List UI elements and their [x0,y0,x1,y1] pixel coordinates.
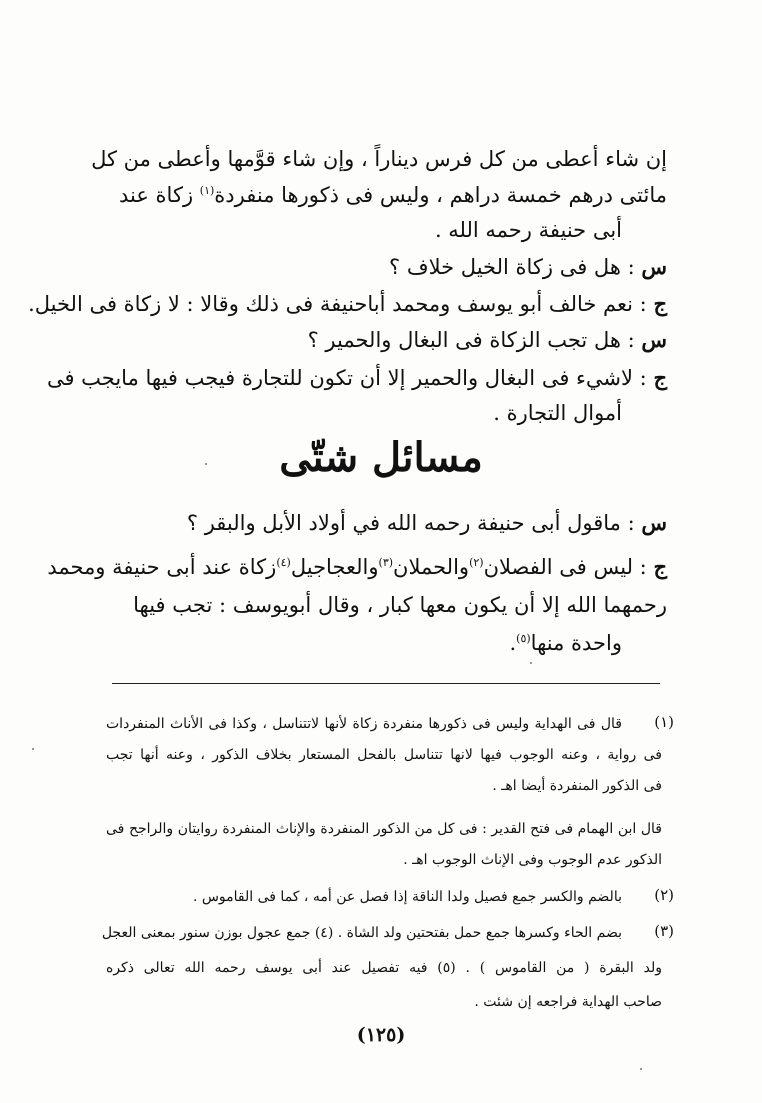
page-number: (١٢٥) [356,1024,406,1046]
question-2 [87,325,667,355]
answer-2-line-1 [46,363,667,393]
question-1 [87,252,667,282]
footnote-3-number: (٣) [654,922,674,940]
answer-3-part-4: زكاة عند أبى حنيفة ومحمد [47,555,277,579]
question-3 [87,508,667,538]
intro-line-3: أبى حنيفة رحمه الله . [434,218,622,242]
answer-3-line-1 [47,552,667,582]
question-marker: س [641,510,667,535]
footnote-ref-2: (٢) [469,556,484,569]
question-2-text: : هل تجب الزكاة فى البغال والحمير ؟ [307,328,635,352]
footnote-1-line-2: فى رواية ، وعنه الوجوب فيها لانها تتناسل بالفحل المستعار بخلاف الذكور ، وعنه أنها تجب [106,747,662,763]
scan-speck [32,748,34,750]
intro-line-2-end: زكاة عند [118,183,194,207]
footnote-ref-3: (٣) [378,556,394,569]
answer-marker: ج [653,554,667,579]
footnote-3-line-1: بضم الحاء وكسرها جمع حمل بفتحتين ولد الشاة . (٤) جمع عجول بوزن سنور بمعنى العجل [101,925,622,941]
answer-3-line-2: رحمهما الله إلا أن يكون معها كبار ، وقال أبويوسف : تجب فيها [133,593,667,617]
answer-3-line-3-end: . [509,631,517,655]
question-3-text: : ماقول أبى حنيفة رحمه الله في أولاد الأبل والبقر ؟ [186,511,635,535]
question-1-text: : هل فى زكاة الخيل خلاف ؟ [389,255,635,279]
intro-line-1: إن شاء أعطى من كل فرس ديناراً ، وإن شاء قوَّمها وأعطى من كل [91,147,667,171]
section-heading: مسائل شتّى [279,434,483,481]
question-marker: س [641,254,667,279]
question-marker: س [641,327,667,352]
footnote-3-line-3: صاحب الهداية فراجعه إن شئت . [474,994,662,1010]
footnote-1b-line-1: قال ابن الهمام فى فتح القدير : فى كل من الذكور المنفردة والإناث المنفردة روايتان والراجح فى [106,821,662,837]
scan-speck [530,662,532,664]
answer-marker: ج [653,291,667,316]
footnote-2-line: بالضم والكسر جمع فصيل ولدا الناقة إذا فصل عن أمه ، كما فى القاموس . [192,889,622,905]
answer-2-line-2: أموال التجارة . [493,401,622,425]
answer-3-part-2: والحملان [393,555,470,579]
answer-1-text: : نعم خالف أبو يوسف ومحمد أباحنيفة فى ذلك وقالا : لا زكاة فى الخيل. [28,292,647,316]
footnote-ref-4: (٤) [276,556,291,569]
footnote-1-line-3: فى الذكور المنفردة أيضا اهـ . [492,778,662,794]
answer-marker: ج [653,365,667,390]
intro-line-2-text: مائتى درهم خمسة دراهم ، وليس فى ذكورها منفردة [214,183,667,207]
answer-2-text: : لاشيء فى البغال والحمير إلا أن تكون للتجارة فيجب فيها مايجب فى [46,366,647,390]
scan-speck [640,1068,642,1070]
answer-3-part-3: والعجاجيل [290,555,379,579]
footnote-separator [112,683,660,684]
footnote-ref-5: (٥) [516,632,531,645]
footnote-1-number: (١) [654,713,674,731]
answer-3-line-3-text: واحدة منها [530,631,622,655]
footnote-1b-line-2: الذكور عدم الوجوب وفى الإناث الوجوب اهـ . [403,852,662,868]
answer-1 [28,289,667,319]
footnote-ref-1: (١) [199,184,215,197]
footnote-2-number: (٢) [654,886,674,904]
answer-3-line-3 [132,628,622,658]
footnote-1-line-1: قال فى الهداية وليس فى ذكورها منفردة زكاة لأنها لاتتناسل ، وكذا فى الأناث المنفردات [106,716,622,732]
scan-speck [205,463,207,465]
answer-3-part-1: : ليس فى الفصلان [483,555,647,579]
intro-line-2 [118,180,667,210]
footnote-3-line-2: ولد البقرة ( من القاموس ) . (٥) فيه تفصيل عند أبى يوسف رحمه الله تعالى ذكره [106,960,662,976]
